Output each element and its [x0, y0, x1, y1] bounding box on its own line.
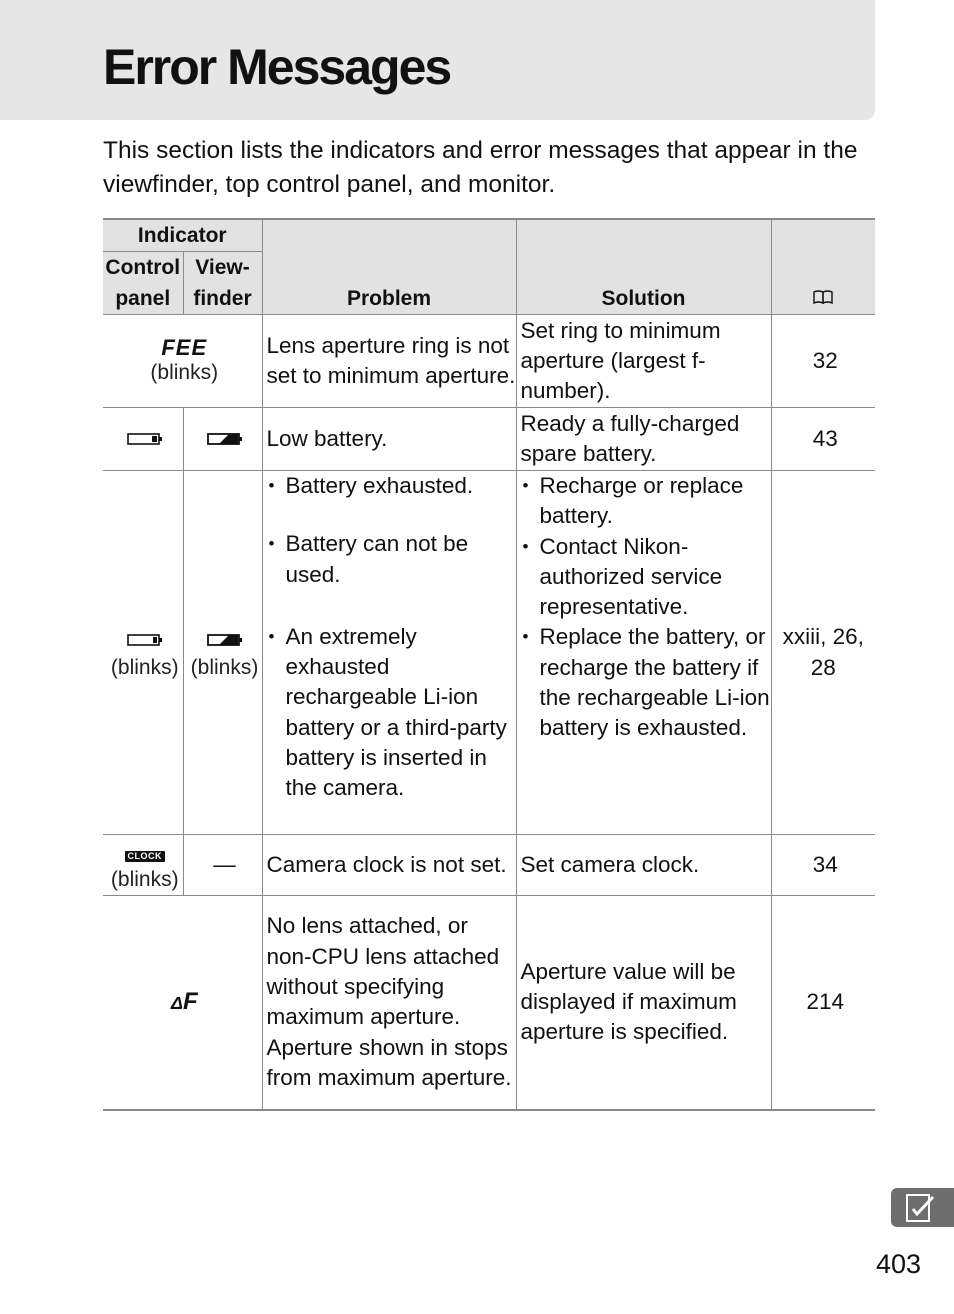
page-ref-cell: 34: [771, 835, 875, 896]
problem-cell: No lens attached, or non-CPU lens attached without specifying maximum aperture. Aperture shown in stops from maximum aperture.: [262, 896, 516, 1110]
f-glyph: F: [182, 987, 198, 1015]
control-panel-cell: [103, 835, 183, 896]
low-battery-icon: [207, 424, 243, 454]
header-indicator: Indicator: [103, 219, 262, 252]
table-row: [103, 896, 875, 1110]
section-tab: [891, 1188, 954, 1227]
problem-cell: Camera clock is not set.: [262, 835, 516, 896]
problem-cell: [262, 471, 516, 835]
fee-indicator: FEE: [161, 335, 208, 360]
solution-cell: Aperture value will be displayed if maximum aperture is specified.: [516, 896, 771, 1110]
wrench-checklist-icon: [905, 1193, 939, 1223]
blinks-note: (blinks): [150, 361, 219, 384]
solution-list: [521, 471, 771, 744]
problem-cell: Low battery.: [262, 408, 516, 471]
list-item: • Battery can not be used.: [267, 529, 516, 590]
header-viewfinder: View-finder: [183, 252, 262, 315]
blinks-note: (blinks): [110, 656, 179, 680]
table-row: [103, 835, 875, 896]
table-row: [103, 408, 875, 471]
viewfinder-cell: [183, 471, 262, 835]
low-battery-icon: [127, 424, 163, 454]
list-item: • Replace the battery, or recharge the battery if the rechargeable Li-ion battery is exhausted.: [521, 622, 771, 743]
book-icon: [813, 283, 833, 314]
exhausted-battery-icon: [207, 625, 243, 655]
header-page-ref: [771, 219, 875, 315]
solution-cell: Set ring to minimum aperture (largest f-number).: [516, 315, 771, 408]
list-item: • Recharge or replace battery.: [521, 471, 771, 532]
control-panel-cell: [103, 408, 183, 471]
page-ref-cell: 32: [771, 315, 875, 408]
page-ref-cell: 43: [771, 408, 875, 471]
problem-cell: Lens aperture ring is not set to minimum aperture.: [262, 315, 516, 408]
list-item: • Contact Nikon-authorized service representative.: [521, 532, 771, 623]
problem-list: [267, 471, 516, 804]
error-messages-table: [103, 218, 875, 1111]
blinks-note: (blinks): [190, 656, 259, 680]
list-item: • Battery exhausted.: [267, 471, 516, 501]
list-item: • An extremely exhausted rechargeable Li-ion battery or a third-party battery is inserted in the camera.: [267, 622, 516, 804]
solution-cell: Ready a fully-charged spare battery.: [516, 408, 771, 471]
delta-glyph: Δ: [170, 992, 183, 1013]
page-ref-cell: 214: [771, 896, 875, 1110]
header-problem: Problem: [262, 219, 516, 315]
no-cpu-lens-indicator: [171, 988, 198, 1015]
viewfinder-cell: —: [183, 835, 262, 896]
header-row-top: [103, 219, 875, 252]
page-ref-cell: xxiii, 26, 28: [771, 471, 875, 835]
exhausted-battery-icon: [127, 625, 163, 655]
indicator-cell: [103, 896, 262, 1110]
table-row: [103, 315, 875, 408]
solution-cell: [516, 471, 771, 835]
header-control-panel: Control panel: [103, 252, 183, 315]
control-panel-cell: [103, 471, 183, 835]
blinks-note: (blinks): [110, 868, 179, 892]
table-row: [103, 471, 875, 835]
header-solution: Solution: [516, 219, 771, 315]
viewfinder-cell: [183, 408, 262, 471]
page-number: 403: [876, 1249, 922, 1279]
clock-icon: CLOCK: [125, 851, 166, 862]
indicator-cell: [103, 315, 262, 408]
intro-paragraph: This section lists the indicators and error messages that appear in the viewfinder, top control panel, and monitor.: [103, 137, 858, 198]
solution-cell: Set camera clock.: [516, 835, 771, 896]
page-title: Error Messages: [103, 39, 451, 95]
